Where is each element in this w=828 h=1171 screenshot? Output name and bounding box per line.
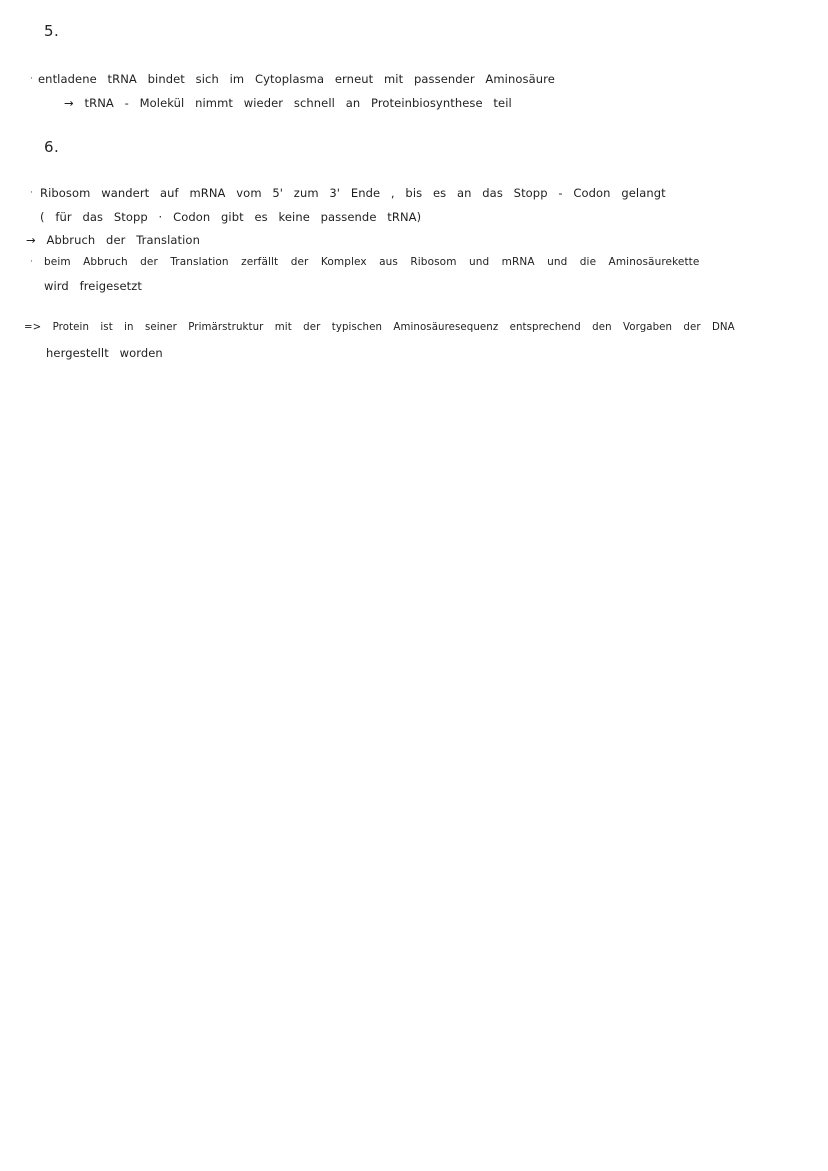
section-5-line-2: → tRNA - Molekül nimmt wieder schnell an Proteinbiosynthese teil: [64, 96, 512, 110]
bullet: ·: [30, 257, 33, 267]
bullet: ·: [30, 188, 33, 198]
section-5-number: 5.: [44, 22, 60, 40]
section-6-number: 6.: [44, 138, 60, 156]
section-5-line-1: entladene tRNA bindet sich im Cytoplasma erneut mit passender Aminosäure: [38, 72, 555, 86]
section-6-line-2: ( für das Stopp · Codon gibt es keine passende tRNA): [40, 210, 422, 224]
section-6-line-1: Ribosom wandert auf mRNA vom 5' zum 3' Ende , bis es an das Stopp - Codon gelangt: [40, 186, 666, 200]
bullet: ·: [30, 74, 33, 84]
conclusion-line-1: => Protein ist in seiner Primärstruktur mit der typischen Aminosäuresequenz entsprechend den Vorgaben der DNA: [24, 322, 735, 333]
conclusion-line-2: hergestellt worden: [46, 346, 163, 360]
section-6-line-3: → Abbruch der Translation: [26, 233, 200, 247]
section-6-line-5: wird freigesetzt: [44, 279, 142, 293]
section-6-line-4: beim Abbruch der Translation zerfällt der Komplex aus Ribosom und mRNA und die Aminosäurekette: [44, 256, 700, 268]
